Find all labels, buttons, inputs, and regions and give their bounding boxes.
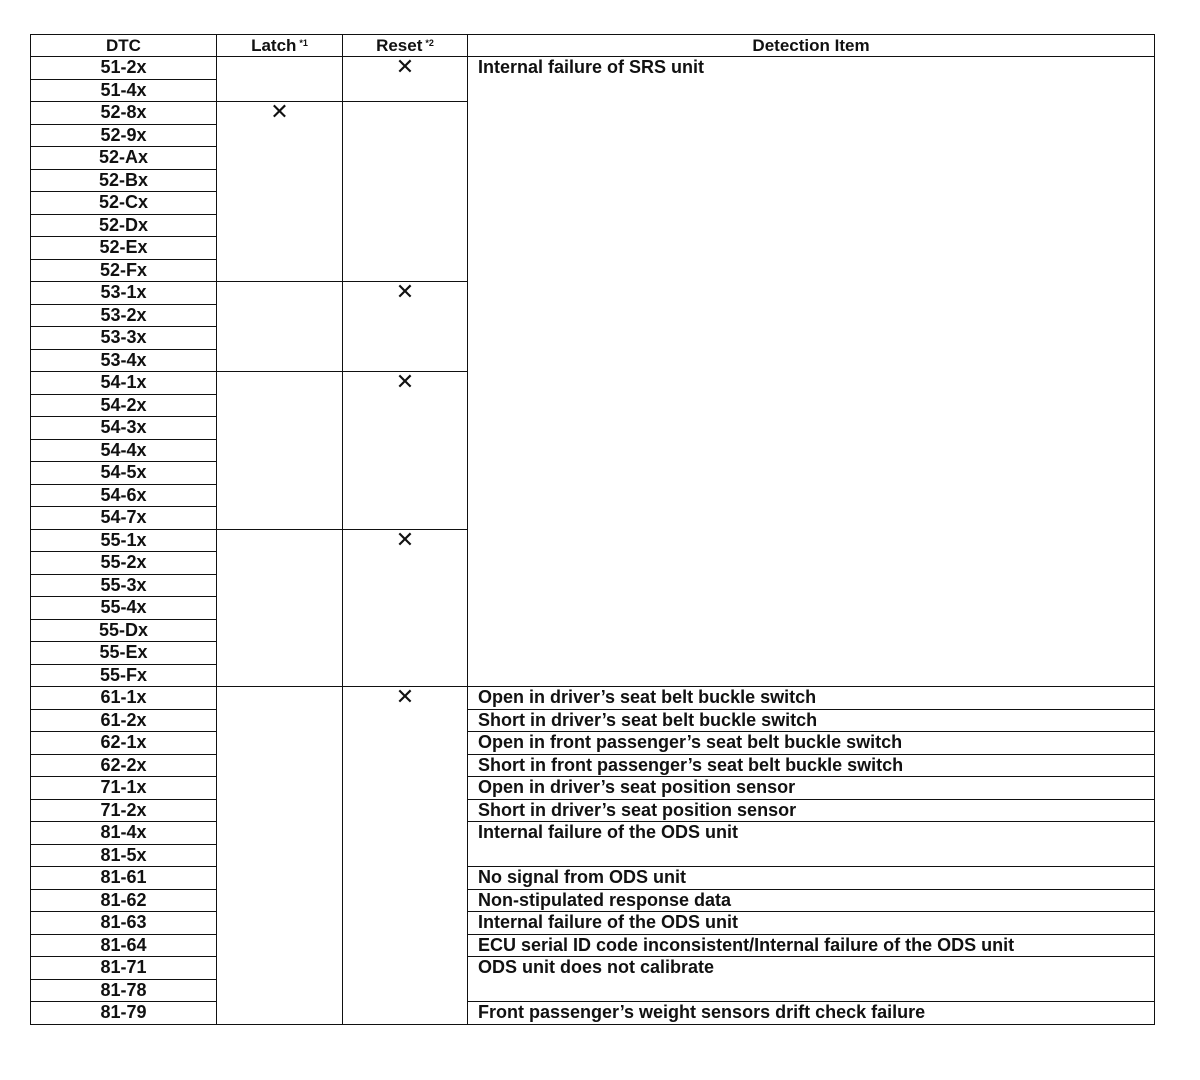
table-row	[31, 912, 1155, 935]
latch-cell	[217, 372, 343, 530]
detection-item: ECU serial ID code inconsistent/Internal failure of the ODS unit	[468, 934, 1155, 957]
dtc-code: 81-64	[31, 934, 217, 957]
dtc-code: 81-79	[31, 1002, 217, 1025]
dtc-code: 52-Bx	[31, 169, 217, 192]
detection-item: Internal failure of the ODS unit	[468, 822, 1155, 867]
header-reset: Reset $^{*2}$	[343, 35, 468, 57]
table-row	[31, 822, 1155, 845]
detection-item: Short in driver’s seat belt buckle switch	[468, 709, 1155, 732]
dtc-code: 53-3x	[31, 327, 217, 350]
detection-item: Front passenger’s weight sensors drift check failure	[468, 1002, 1155, 1025]
dtc-code: 54-5x	[31, 462, 217, 485]
detection-item: Internal failure of SRS unit	[468, 57, 1155, 687]
dtc-code: 52-Cx	[31, 192, 217, 215]
dtc-code: 51-4x	[31, 79, 217, 102]
reset-mark: ✕	[343, 57, 468, 102]
dtc-code: 55-Fx	[31, 664, 217, 687]
reset-mark: ✕	[343, 529, 468, 687]
reset-cell	[343, 102, 468, 282]
latch-cell	[217, 282, 343, 372]
detection-item: Open in driver’s seat position sensor	[468, 777, 1155, 800]
dtc-code: 81-62	[31, 889, 217, 912]
table-row	[31, 732, 1155, 755]
dtc-code: 71-2x	[31, 799, 217, 822]
latch-mark: ✕	[217, 102, 343, 282]
latch-footnote-mark: *1	[299, 38, 308, 48]
detection-item: ODS unit does not calibrate	[468, 957, 1155, 1002]
table-row	[31, 1002, 1155, 1025]
dtc-code: 55-2x	[31, 552, 217, 575]
reset-footnote-mark: *2	[425, 38, 434, 48]
table-row	[31, 957, 1155, 980]
header-latch: Latch $^{*1}$	[217, 35, 343, 57]
reset-mark: ✕	[343, 372, 468, 530]
dtc-code: 52-8x	[31, 102, 217, 125]
dtc-code: 62-2x	[31, 754, 217, 777]
detection-item: Short in driver’s seat position sensor	[468, 799, 1155, 822]
dtc-code: 71-1x	[31, 777, 217, 800]
table-row	[31, 709, 1155, 732]
dtc-code: 55-Dx	[31, 619, 217, 642]
dtc-code: 54-6x	[31, 484, 217, 507]
dtc-code: 54-1x	[31, 372, 217, 395]
latch-cell	[217, 529, 343, 687]
dtc-code: 52-Fx	[31, 259, 217, 282]
dtc-code: 54-2x	[31, 394, 217, 417]
table-row	[31, 687, 1155, 710]
dtc-code: 55-Ex	[31, 642, 217, 665]
table-row	[31, 889, 1155, 912]
latch-cell	[217, 687, 343, 1025]
dtc-code: 81-61	[31, 867, 217, 890]
dtc-code: 55-1x	[31, 529, 217, 552]
dtc-code: 61-1x	[31, 687, 217, 710]
dtc-code: 81-4x	[31, 822, 217, 845]
reset-mark: ✕	[343, 687, 468, 1025]
table-row	[31, 777, 1155, 800]
detection-item: Internal failure of the ODS unit	[468, 912, 1155, 935]
header-dtc: DTC	[31, 35, 217, 57]
latch-cell	[217, 57, 343, 102]
dtc-code: 81-5x	[31, 844, 217, 867]
dtc-code: 61-2x	[31, 709, 217, 732]
reset-mark: ✕	[343, 282, 468, 372]
detection-item: No signal from ODS unit	[468, 867, 1155, 890]
header-row	[31, 35, 1155, 57]
dtc-code: 53-1x	[31, 282, 217, 305]
table-row	[31, 867, 1155, 890]
dtc-code: 54-4x	[31, 439, 217, 462]
dtc-code: 52-Ax	[31, 147, 217, 170]
dtc-code: 51-2x	[31, 57, 217, 80]
table-row	[31, 57, 1155, 80]
dtc-code: 52-Dx	[31, 214, 217, 237]
dtc-code: 53-4x	[31, 349, 217, 372]
dtc-code: 81-63	[31, 912, 217, 935]
dtc-code: 81-78	[31, 979, 217, 1002]
dtc-code: 54-3x	[31, 417, 217, 440]
detection-item: Open in driver’s seat belt buckle switch	[468, 687, 1155, 710]
dtc-code: 55-3x	[31, 574, 217, 597]
detection-item: Short in front passenger’s seat belt buckle switch	[468, 754, 1155, 777]
table-row	[31, 754, 1155, 777]
dtc-code: 62-1x	[31, 732, 217, 755]
dtc-table	[30, 34, 1155, 1025]
table-row	[31, 934, 1155, 957]
dtc-code: 52-9x	[31, 124, 217, 147]
dtc-code: 52-Ex	[31, 237, 217, 260]
detection-item: Open in front passenger’s seat belt buckle switch	[468, 732, 1155, 755]
detection-item: Non-stipulated response data	[468, 889, 1155, 912]
header-detection-item: Detection Item	[468, 35, 1155, 57]
dtc-code: 53-2x	[31, 304, 217, 327]
dtc-code: 55-4x	[31, 597, 217, 620]
dtc-code: 81-71	[31, 957, 217, 980]
dtc-code: 54-7x	[31, 507, 217, 530]
table-row	[31, 799, 1155, 822]
